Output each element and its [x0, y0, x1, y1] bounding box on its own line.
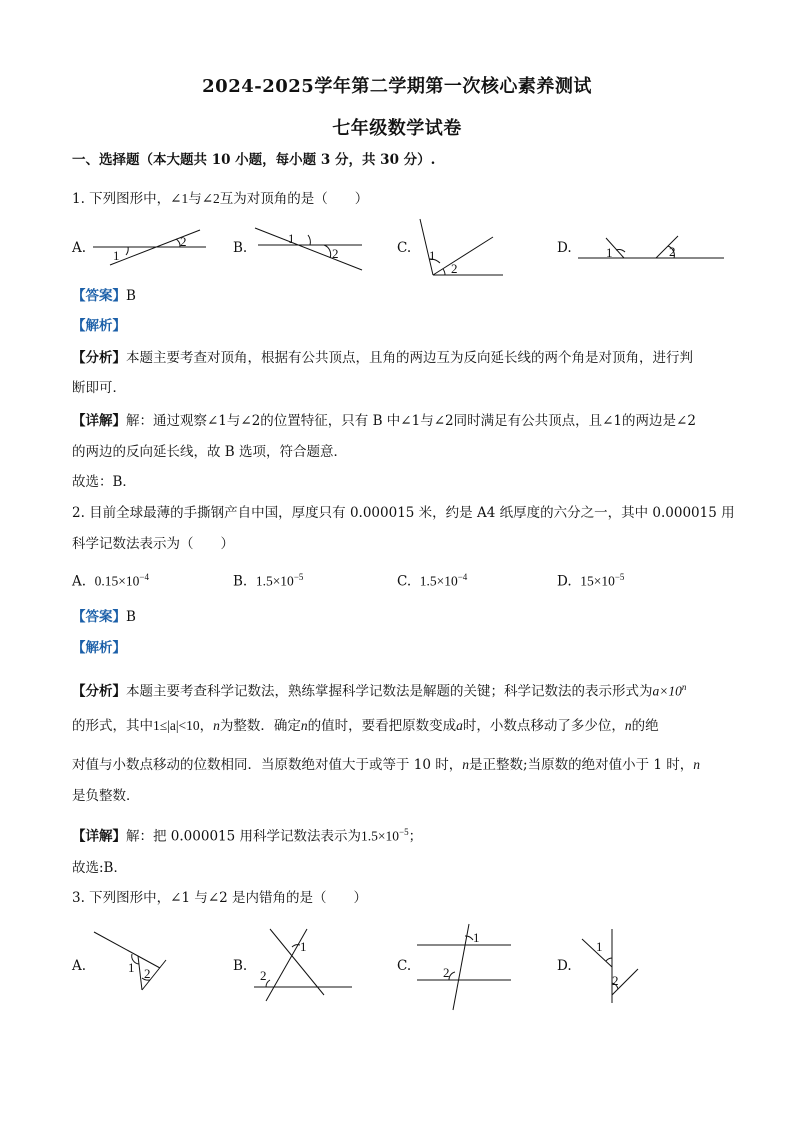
q3-option-d-label: D.	[557, 958, 572, 974]
section-heading: 一、选择题（本大题共 10 小题，每小题 3 分，共 30 分）.	[72, 152, 436, 168]
q3-fig-b-label-1: 1	[300, 939, 307, 954]
q2-analysis-line3: 对值与小数点移动的位数相同．当原数绝对值大于或等于 10 时，n是正整数;当原数的绝对值小于 1 时，n	[72, 757, 700, 773]
q1-fig-c-label-2: 2	[451, 261, 458, 276]
q3-option-a-label: A.	[72, 958, 87, 974]
q3-option-c-label: C.	[397, 958, 412, 974]
q3-fig-c-label-1: 1	[473, 930, 480, 945]
q3-fig-a-label-2: 2	[144, 966, 151, 981]
q1-choice: 故选：B．	[72, 474, 136, 490]
q2-detail: 【详解】解：把 0.000015 用科学记数法表示为$1.5\times 10^{-5}$；	[72, 827, 423, 845]
q1-explain-tag: 【解析】	[72, 318, 126, 334]
q1-analysis-line2: 断即可．	[72, 380, 126, 396]
q3-fig-a-label-1: 1	[128, 960, 135, 975]
q3-option-b-label: B.	[233, 958, 248, 974]
q3-fig-c-label-2: 2	[443, 965, 450, 980]
q3-figure-a	[90, 928, 170, 998]
q2-answer: 【答案】B	[72, 609, 136, 625]
q1-fig-b-label-1: 1	[288, 231, 295, 246]
question-2-stem-line2: 科学记数法表示为（ ）	[72, 536, 234, 552]
q2-analysis-line1: 【分析】本题主要考查科学记数法，熟练掌握科学记数法是解题的关键；科学记数法的表示形式为$a\times 10^n$	[72, 682, 687, 700]
q2-choice: 故选:B．	[72, 860, 127, 876]
q3-fig-d-label-1: 1	[596, 939, 603, 954]
q2-option-c: C. $1.5\times 10^{-4}$	[397, 572, 468, 590]
page-subtitle: 七年级数学试卷	[332, 118, 462, 139]
question-2-stem-line1: 2. 目前全球最薄的手撕钢产自中国，厚度只有 0.000015 米，约是 A4 纸厚度的六分之一，其中 0.000015 用	[72, 505, 735, 521]
q1-fig-c-label-1: 1	[429, 248, 436, 263]
q1-figure-b	[250, 218, 370, 273]
q1-analysis-line1: 【分析】本题主要考查对顶角，根据有公共顶点，且角的两边互为反向延长线的两个角是对顶角，进行判	[72, 350, 693, 366]
q1-detail-line2: 的两边的反向延长线，故 B 选项，符合题意．	[72, 444, 348, 460]
question-1-stem: 1. 下列图形中，∠1与∠2互为对顶角的是（ ）	[72, 191, 369, 207]
q3-figure-b	[252, 925, 357, 1005]
q1-figure-d	[578, 230, 728, 265]
q1-fig-d-label-2: 2	[669, 244, 676, 259]
q2-analysis-line2: 的形式，其中1≤|a|<10，n为整数．确定n的值时，要看把原数变成a时，小数点移动了多少位，n的绝	[72, 718, 659, 734]
q2-option-a: A. $0.15\times 10^{-4}$	[72, 572, 149, 590]
q3-figure-c	[415, 920, 515, 1015]
q1-fig-a-label-2: 2	[180, 234, 187, 249]
q1-option-d-label: D.	[557, 240, 572, 256]
q1-figure-c	[415, 215, 510, 280]
q3-fig-d-label-2: 2	[612, 973, 619, 988]
page-title: 2024-2025学年第二学期第一次核心素养测试	[202, 76, 592, 97]
q2-explain-tag: 【解析】	[72, 640, 126, 656]
q1-option-b-label: B.	[233, 240, 248, 256]
q1-option-a-label: A.	[72, 240, 87, 256]
q1-detail-line1: 【详解】解：通过观察∠1与∠2的位置特征，只有 B 中∠1与∠2同时满足有公共顶点，且∠1的两边是∠2	[72, 413, 696, 429]
q1-option-c-label: C.	[397, 240, 412, 256]
q1-fig-d-label-1: 1	[606, 245, 613, 260]
q1-fig-a-label-1: 1	[113, 248, 120, 263]
q2-analysis-line4: 是负整数．	[72, 788, 140, 804]
q3-fig-b-label-2: 2	[260, 968, 267, 983]
q1-fig-b-label-2: 2	[332, 246, 339, 261]
q3-figure-d	[578, 925, 648, 1010]
q1-answer: 【答案】B	[72, 288, 136, 304]
q2-option-b: B. $1.5\times 10^{-5}$	[233, 572, 304, 590]
question-3-stem: 3. 下列图形中，∠1 与∠2 是内错角的是（ ）	[72, 890, 368, 906]
q2-option-d: D. $15\times 10^{-5}$	[557, 572, 625, 590]
q1-figure-a	[88, 225, 218, 270]
